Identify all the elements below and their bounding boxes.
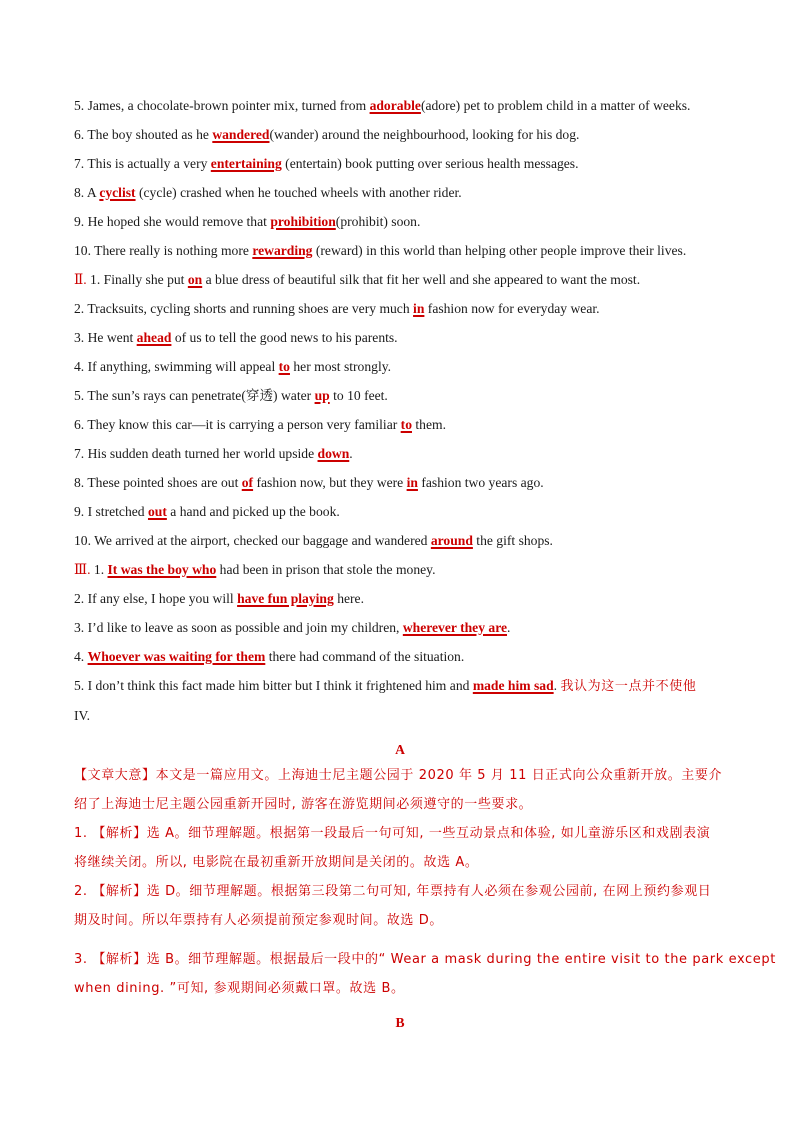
ex2-item-10: 10. We arrived at the airport, checked our baggage and wandered around the gift shops.	[74, 533, 553, 548]
answer: in	[413, 301, 425, 316]
ex2-item-3: 3. He went ahead of us to tell the good news to his parents.	[74, 330, 398, 345]
answer: entertaining	[210, 156, 282, 171]
answer: on	[187, 272, 203, 287]
ex3-item-5: 5. I don’t think this fact made him bitter but I think it frightened him and made him sad. 我认为这一点并不使他	[74, 678, 697, 694]
ex3-item-3: 3. I’d like to leave as soon as possible and join my children, wherever they are.	[74, 620, 511, 635]
answer: rewarding	[252, 243, 313, 258]
answer: Whoever was waiting for them	[87, 649, 266, 664]
section-a-heading: A	[395, 742, 405, 757]
ex1-item-8: 8. A cyclist (cycle) crashed when he touched wheels with another rider.	[74, 185, 462, 200]
ex3-item-4: 4. Whoever was waiting for them there had command of the situation.	[74, 649, 465, 664]
answer: to	[278, 359, 290, 374]
ex2-item-8: 8. These pointed shoes are out of fashion now, but they were in fashion two years ago.	[74, 475, 544, 490]
answer: cyclist	[99, 185, 136, 200]
section-number: Ⅱ.	[74, 272, 87, 287]
ex1-item-9: 9. He hoped she would remove that prohibition(prohibit) soon.	[74, 214, 421, 229]
answer: up	[314, 388, 330, 403]
answer: ahead	[136, 330, 172, 345]
ex3-item-2: 2. If any else, I hope you will have fun playing here.	[74, 591, 364, 606]
section-b-heading: B	[395, 1015, 405, 1030]
answer-2-line-1: 2. 【解析】选 D。细节理解题。根据第三段第二句可知, 年票持有人必须在参观公园前, 在网上预约参观日	[74, 884, 712, 899]
ex2-item-5: 5. The sun’s rays can penetrate(穿透) water up to 10 feet.	[74, 388, 388, 403]
answer: in	[406, 475, 418, 490]
answer: made him sad	[472, 678, 554, 693]
ex2-item-4: 4. If anything, swimming will appeal to her most strongly.	[74, 359, 392, 374]
answer-1-line-1: 1. 【解析】选 A。细节理解题。根据第一段最后一句可知, 一些互动景点和体验, 如儿童游乐区和戏剧表演	[74, 826, 711, 841]
section-number: Ⅲ.	[74, 562, 91, 577]
answer-3-line-2: when dining. ”可知, 参观期间必须戴口罩。故选 B。	[74, 981, 405, 996]
answer-3-line-1: 3. 【解析】选 B。细节理解题。根据最后一段中的“ Wear a mask during the entire visit to the park except	[74, 952, 776, 967]
ex2-item-1: Ⅱ. 1. Finally she put on a blue dress of beautiful silk that fit her well and she appeared to want the most.	[74, 272, 641, 287]
answer: wandered	[212, 127, 270, 142]
section-iv-label: IV.	[74, 708, 90, 723]
answer: wherever they are	[402, 620, 508, 635]
answer: have fun playing	[237, 591, 334, 606]
answer: down	[317, 446, 350, 461]
answer: out	[147, 504, 167, 519]
answer: adorable	[369, 98, 421, 113]
article-summary-line-1: 【文章大意】本文是一篇应用文。上海迪士尼主题公园于 2020 年 5 月 11 日正式向公众重新开放。主要介	[74, 768, 723, 783]
answer-2-line-2: 期及时间。所以年票持有人必须提前预定参观时间。故选 D。	[74, 913, 443, 928]
ex1-item-10: 10. There really is nothing more rewarding (reward) in this world than helping other people improve their lives.	[74, 243, 687, 258]
ex1-item-6: 6. The boy shouted as he wandered(wander) around the neighbourhood, looking for his dog.	[74, 127, 580, 142]
answer: It was the boy who	[107, 562, 217, 577]
answer: around	[430, 533, 473, 548]
ex2-item-7: 7. His sudden death turned her world upside down.	[74, 446, 353, 461]
ex1-item-7: 7. This is actually a very entertaining (entertain) book putting over serious health messages.	[74, 156, 579, 171]
article-summary-line-2: 绍了上海迪士尼主题公园重新开园时, 游客在游览期间必须遵守的一些要求。	[74, 797, 533, 812]
answer-1-line-2: 将继续关闭。所以, 电影院在最初重新开放期间是关闭的。故选 A。	[74, 855, 479, 870]
answer: to	[400, 417, 412, 432]
answer: of	[241, 475, 254, 490]
ex2-item-6: 6. They know this car—it is carrying a person very familiar to them.	[74, 417, 446, 432]
chinese-translation: 我认为这一点并不使他	[560, 679, 697, 694]
answer: prohibition	[270, 214, 336, 229]
ex3-item-1: Ⅲ. 1. It was the boy who had been in prison that stole the money.	[74, 562, 436, 577]
ex2-item-9: 9. I stretched out a hand and picked up the book.	[74, 504, 340, 519]
ex1-item-5: 5. James, a chocolate-brown pointer mix, turned from adorable(adore) pet to problem child in a matter of weeks.	[74, 98, 691, 113]
ex2-item-2: 2. Tracksuits, cycling shorts and running shoes are very much in fashion now for everyday wear.	[74, 301, 600, 316]
